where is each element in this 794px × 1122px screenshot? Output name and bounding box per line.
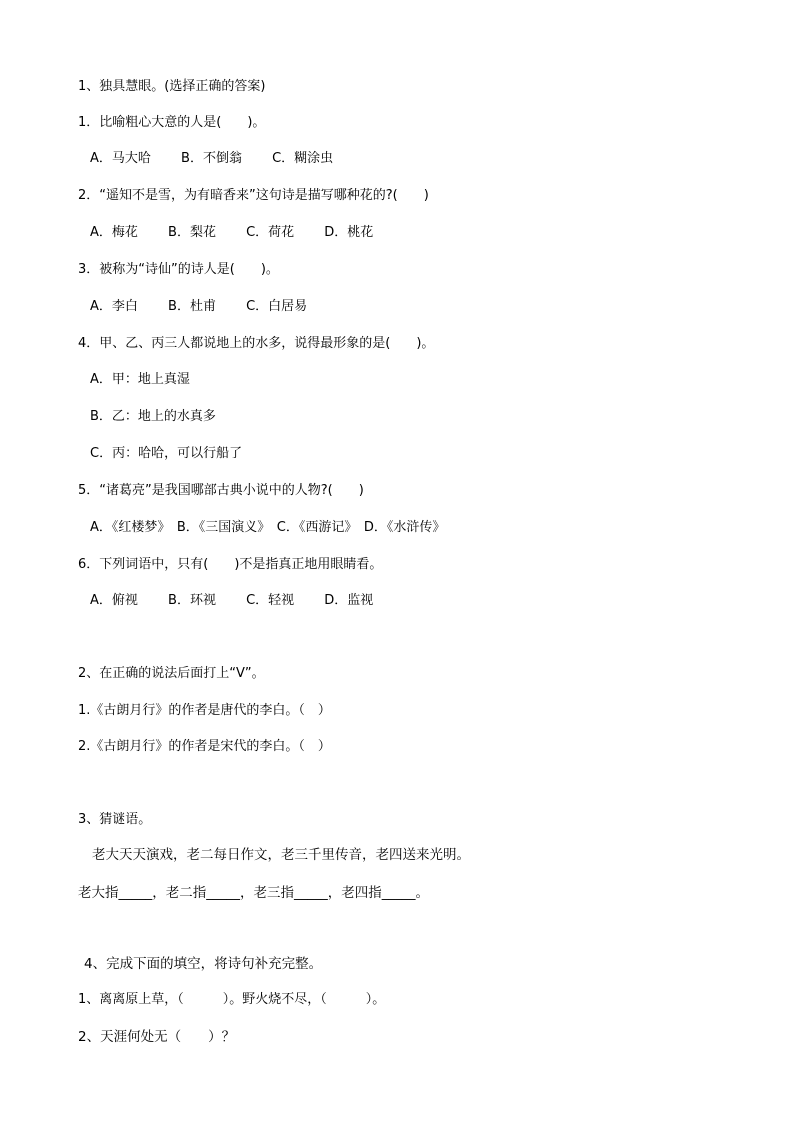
q2-options: A．梅花 B．梨花 C．荷花 D．桃花 [90,225,374,240]
q6-stem: 6．下列词语中，只有( )不是指真正地用眼睛看。 [78,557,383,572]
section2-item-1: 1.《古朗月行》的作者是唐代的李白。（ ） [78,703,331,718]
q2-stem: 2．“遥知不是雪，为有暗香来”这句诗是描写哪种花的?( ) [78,188,429,203]
q4-stem: 4．甲、乙、丙三人都说地上的水多，说得最形象的是( )。 [78,336,435,351]
q3-options: A．李白 B．杜甫 C．白居易 [90,299,308,314]
section3-heading: 3、猜谜语。 [78,812,152,827]
q4-option-a: A．甲：地上真湿 [90,372,190,387]
q1-stem: 1．比喻粗心大意的人是( )。 [78,115,266,130]
q4-option-b: B．乙：地上的水真多 [90,409,216,424]
q4-option-c: C．丙：哈哈，可以行船了 [90,446,243,461]
section4-item-2: 2、天涯何处无（ ）？ [78,1029,236,1045]
section2-heading: 2、在正确的说法后面打上“V”。 [78,666,265,681]
section1-heading: 1、独具慧眼。(选择正确的答案) [78,79,266,94]
section2-item-2: 2.《古朗月行》的作者是宋代的李白。（ ） [78,739,331,754]
riddle-answer-blanks: 老大指_____，老二指_____，老三指_____，老四指_____。 [78,885,429,901]
section4-heading: 4、完成下面的填空，将诗句补充完整。 [84,956,323,972]
q1-options: A．马大哈 B．不倒翁 C．糊涂虫 [90,151,334,166]
q5-stem: 5．“诸葛亮”是我国哪部古典小说中的人物?( ) [78,483,364,498]
section4-item-1: 1、离离原上草，（ ）。野火烧不尽，（ ）。 [78,992,386,1007]
q3-stem: 3．被称为“诗仙”的诗人是( )。 [78,262,279,277]
q5-options: A．《红楼梦》 B．《三国演义》 C．《西游记》 D．《水浒传》 [90,520,446,535]
riddle-text: 老大天天演戏，老二每日作文，老三千里传音，老四送来光明。 [92,847,470,863]
q6-options: A．俯视 B．环视 C．轻视 D．监视 [90,593,374,608]
